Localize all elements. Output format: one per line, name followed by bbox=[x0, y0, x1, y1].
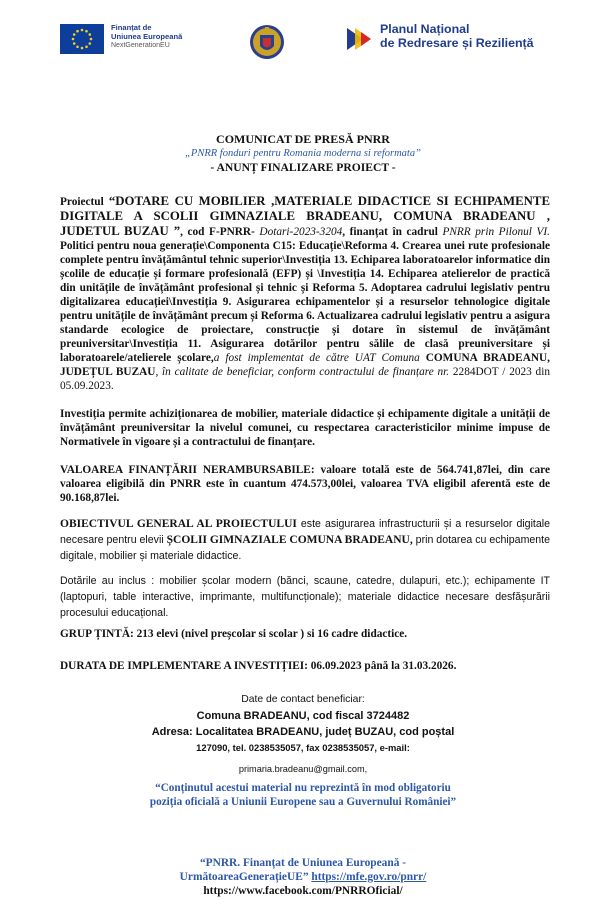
project-intro: Proiectul bbox=[60, 196, 109, 208]
contact-email[interactable]: primaria.bradeanu@gmail.com, bbox=[238, 764, 368, 774]
pnrr-logo-icon bbox=[345, 24, 375, 54]
press-release-tagline: „PNRR fonduri pentru Romania moderna si reformata” bbox=[185, 148, 421, 159]
contact-label: Date de contact beneficiar: bbox=[241, 694, 365, 705]
investment-paragraph: Investiția permite achiziționarea de mobilier, materiale didactice și echipamente digitale a unității de învățământ preuniversitar la nivelul comunei, cu respectarea caracteristicilor minime impuse de Normativele în vigoare și a contractului de finanțare. bbox=[60, 408, 550, 448]
announcement-heading: - ANUNȚ FINALIZARE PROIECT - bbox=[210, 161, 396, 174]
project-financed-italic: PNRR prin Pilonul VI. bbox=[442, 226, 551, 238]
footer-line1: “PNRR. Finanțat de Uniunea Europeană - bbox=[199, 857, 407, 869]
project-beneficiary: COMUNA BRADEANU, JUDEȚUL BUZAU bbox=[60, 352, 550, 378]
disclaimer-line1: “Conținutul acestui material nu reprezintă în mod obligatoriu bbox=[155, 782, 451, 794]
project-implemented: a fost implementat de către UAT Comuna bbox=[213, 352, 426, 364]
project-paragraph bbox=[60, 194, 550, 393]
pnrr-line1: Planul Național bbox=[380, 22, 470, 36]
project-contract: , în calitate de beneficiar, conform contractului de finanțare nr. bbox=[155, 366, 453, 378]
funding-value-paragraph: VALOAREA FINANȚĂRII NERAMBURSABILE: valoare totală este de 564.741,87lei, din care valoarea eligibilă din PNRR este în cuantum 474.573,00lei, valoarea TVA eligibil aferentă este de 90.168,87lei. bbox=[60, 464, 550, 504]
target-group: GRUP ȚINTĂ: 213 elevi (nivel preșcolar si scolar ) si 16 cadre didactice. bbox=[60, 628, 408, 640]
contact-line2: Adresa: Localitatea BRADEANU, județ BUZAU, cod poștal bbox=[151, 726, 455, 738]
eu-next-gen: NextGenerationEU bbox=[111, 42, 170, 49]
objective-label: OBIECTIVUL GENERAL AL PROIECTULUI bbox=[60, 518, 297, 530]
objective-school: ȘCOLII GIMNAZIALE COMUNA BRADEANU, bbox=[166, 534, 413, 546]
disclaimer-line2: poziția oficială a Uniunii Europene sau a Guvernului României” bbox=[149, 796, 457, 808]
pnrr-label bbox=[380, 22, 534, 50]
footer bbox=[0, 856, 606, 898]
project-cod-value: Dotari-2023-3204 bbox=[259, 226, 343, 238]
objective-paragraph bbox=[60, 516, 550, 564]
implementation-duration: DURATA DE IMPLEMENTARE A INVESTIȚIEI: 06.09.2023 până la 31.03.2026. bbox=[60, 660, 457, 672]
press-release-title: COMUNICAT DE PRESĂ PNRR bbox=[216, 132, 390, 146]
project-financed: , finanțat în cadrul bbox=[342, 226, 443, 238]
project-contract-no: 2284DOT / 2023 din 05.09.2023. bbox=[60, 366, 550, 392]
project-name: “DOTARE CU MOBILIER ,MATERIALE DIDACTICE SI ECHIPAMENTE DIGITALE A SCOLII GIMNAZIALE BRADEANU, COMUNA BRADEANU , JUDETUL BUZAU ” bbox=[60, 194, 550, 238]
facebook-link[interactable]: https://www.facebook.com/PNRROficial/ bbox=[203, 885, 403, 897]
objective-text1: este asigurarea infrastructurii și a resurselor digitale necesare pentru elevii bbox=[60, 518, 551, 546]
mfe-link[interactable]: https://mfe.gov.ro/pnrr/ bbox=[311, 871, 427, 883]
contact-line3: 127090, tel. 0238535057, fax 0238535057, e-mail: bbox=[196, 742, 410, 753]
eu-funding-line2: Uniunea Europeană bbox=[111, 32, 183, 41]
footer-line2a: UrmătoareaGenerațieUE” bbox=[179, 871, 312, 883]
contact-line1: Comuna BRADEANU, cod fiscal 3724482 bbox=[196, 710, 410, 722]
eu-funding-line1: Finanțat de bbox=[111, 23, 152, 32]
project-description: Politici pentru noua generație\Componenta C15: Educație\Reforma 4. Crearea unei rute profesionale complete pentru învățământul tehnic superior\Investiția 13. Echiparea laboratoarelor informatice din școlile de educație și formare profesională (EFP) și \Investiția 14. Echiparea atelierelor de practică din unitățile de învățământ profesional și tehnic și Reforma 5. Adoptarea cadrului legislativ pentru digitalizarea educației\Investiția 9. Asigurarea echipamentelor și a resurselor tehnologice digitale pentru unitățile de învățământ precum și Reforma 6. Actualizarea cadrului legislativ pentru a asigura standarde ecologice de proiectare, construcție și dotare în sistemul de învățământ preuniversitar\Investiția 11. Asigurarea dotărilor pentru sălile de clasă preuniversitare și laboratoarele/atelierele școlare, bbox=[60, 240, 550, 364]
pnrr-line2: de Redresare și Reziliență bbox=[380, 36, 534, 50]
eu-flag-icon bbox=[60, 24, 104, 54]
project-cod-label: , cod F-PNRR- bbox=[180, 226, 260, 238]
objective-text2: prin dotarea cu echipamente digitale, mobilier și materiale didactice. bbox=[60, 534, 551, 562]
romania-crest-icon bbox=[247, 22, 287, 64]
endowments-paragraph: Dotările au inclus : mobilier școlar modern (bănci, scaune, catedre, dulapuri, etc.); echipamente IT (laptopuri, table interactive, imprimante, multifuncționale); materiale didactice necesare desfășurării procesului educațional. bbox=[60, 575, 550, 619]
disclaimer bbox=[0, 781, 606, 809]
eu-funding-label bbox=[111, 23, 182, 50]
